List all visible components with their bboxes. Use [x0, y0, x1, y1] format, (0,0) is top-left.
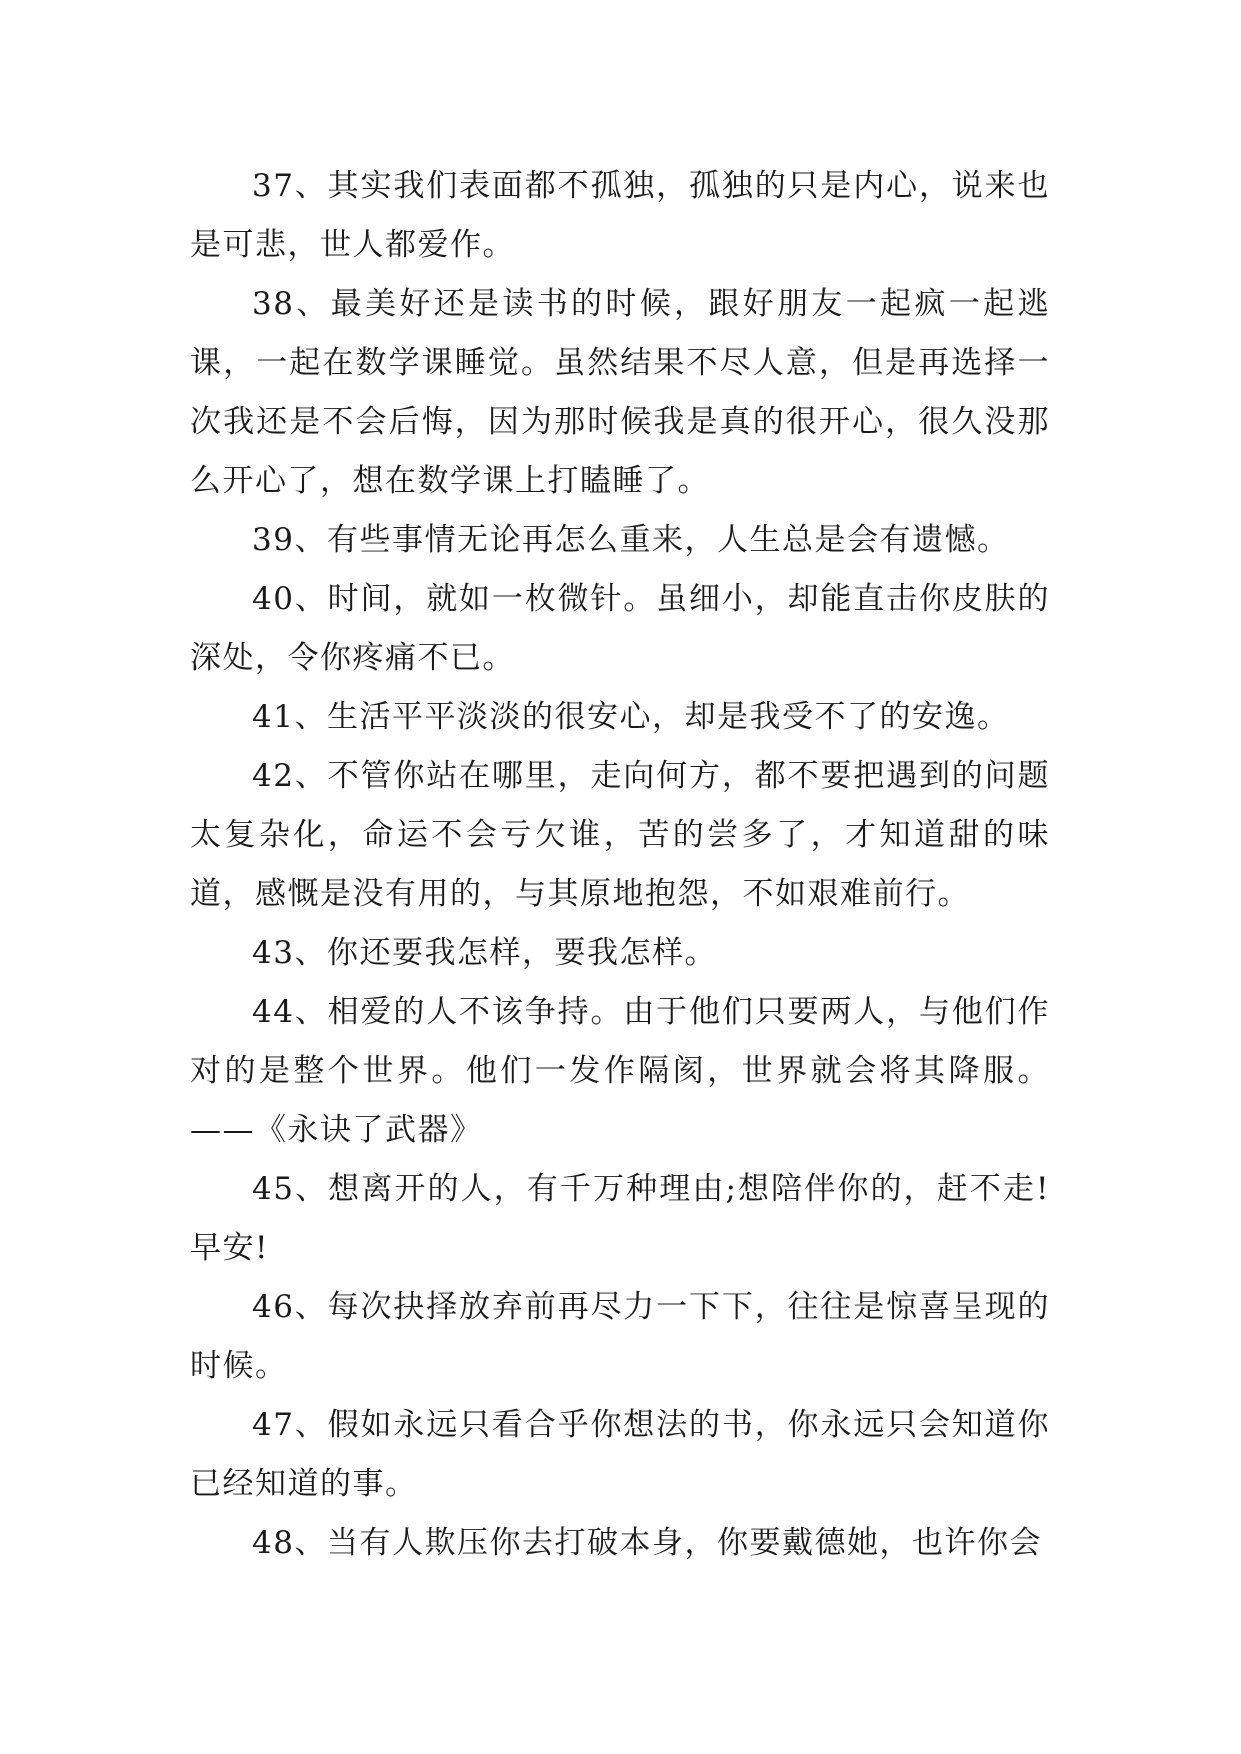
paragraph-42: 42、不管你站在哪里，走向何方，都不要把遇到的问题太复杂化，命运不会亏欠谁，苦的尝多了，才知道甜的味道，感慨是没有用的，与其原地抱怨，不如艰难前行。 — [190, 758, 1050, 912]
paragraph-45: 45、想离开的人，有千万种理由;想陪伴你的，赶不走!早安! — [190, 1171, 1050, 1266]
paragraph-47: 47、假如永远只看合乎你想法的书，你永远只会知道你已经知道的事。 — [190, 1407, 1050, 1502]
paragraph-46: 46、每次抉择放弃前再尽力一下下，往往是惊喜呈现的时候。 — [190, 1289, 1050, 1384]
paragraph-43: 43、你还要我怎样，要我怎样。 — [252, 935, 717, 971]
paragraph-44: 44、相爱的人不该争持。由于他们只要两人，与他们作对的是整个世界。他们一发作隔阂，世界就会将其降服。——《永诀了武器》 — [190, 994, 1050, 1148]
paragraph-37: 37、其实我们表面都不孤独，孤独的只是内心，说来也是可悲，世人都爱作。 — [190, 168, 1050, 263]
paragraph-38: 38、最美好还是读书的时候，跟好朋友一起疯一起逃课，一起在数学课睡觉。虽然结果不尽人意，但是再选择一次我还是不会后悔，因为那时候我是真的很开心，很久没那么开心了，想在数学课上打瞌睡了。 — [190, 286, 1050, 499]
document-body — [190, 157, 1050, 1573]
paragraph-39: 39、有些事情无论再怎么重来，人生总是会有遗憾。 — [252, 522, 1010, 558]
paragraph-40: 40、时间，就如一枚微针。虽细小，却能直击你皮肤的深处，令你疼痛不已。 — [190, 581, 1050, 676]
paragraph-48: 48、当有人欺压你去打破本身，你要戴德她，也许你会 — [252, 1525, 1042, 1561]
paragraph-41: 41、生活平平淡淡的很安心，却是我受不了的安逸。 — [252, 699, 1010, 735]
